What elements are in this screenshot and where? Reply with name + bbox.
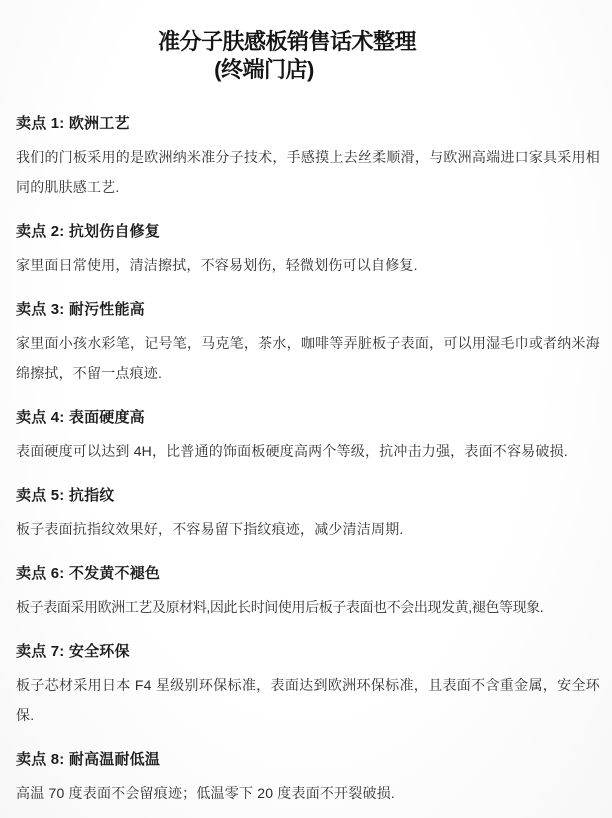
section-1-body: 我们的门板采用的是欧洲纳米准分子技术，手感摸上去丝柔顺滑，与欧洲高端进口家具采用相同的肌肤感工艺. [16,149,600,195]
section-selling-point-5 [16,486,600,544]
title-line-2: (终端门店) [214,57,314,82]
title-line-1: 准分子肤感板销售话术整理 [157,29,416,54]
document-title [16,28,600,84]
section-3-body: 家里面小孩水彩笔，记号笔，马克笔，茶水，咖啡等弄脏板子表面，可以用湿毛巾或者纳米海绵擦拭，不留一点痕迹. [16,335,600,381]
section-selling-point-2 [16,222,600,280]
section-7-heading: 卖点 7: 安全环保 [16,643,130,660]
section-6-heading: 卖点 6: 不发黄不褪色 [16,565,161,582]
section-selling-point-7 [16,642,600,730]
section-selling-point-6 [16,564,600,622]
section-selling-point-8 [16,750,600,808]
section-5-body: 板子表面抗指纹效果好，不容易留下指纹痕迹，减少清洁周期. [16,521,404,537]
section-4-body: 表面硬度可以达到 4H，比普通的饰面板硬度高两个等级，抗冲击力强，表面不容易破损. [16,443,568,459]
section-selling-point-1 [16,114,600,202]
section-2-heading: 卖点 2: 抗划伤自修复 [16,223,161,240]
section-8-body: 高温 70 度表面不会留痕迹；低温零下 20 度表面不开裂破损. [16,785,395,801]
section-5-heading: 卖点 5: 抗指纹 [16,487,115,504]
section-8-heading: 卖点 8: 耐高温耐低温 [16,751,161,768]
section-1-heading: 卖点 1: 欧洲工艺 [16,115,130,132]
section-selling-point-3 [16,300,600,388]
section-7-body: 板子芯材采用日本 F4 星级别环保标准，表面达到欧洲环保标准，且表面不含重金属，安全环保. [16,677,600,723]
section-2-body: 家里面日常使用，清洁擦拭，不容易划伤，轻微划伤可以自修复. [16,257,418,273]
section-6-body: 板子表面采用欧洲工艺及原材料,因此长时间使用后板子表面也不会出现发黄,褪色等现象. [16,599,544,615]
section-selling-point-4 [16,408,600,466]
section-3-heading: 卖点 3: 耐污性能高 [16,301,145,318]
section-4-heading: 卖点 4: 表面硬度高 [16,409,145,426]
